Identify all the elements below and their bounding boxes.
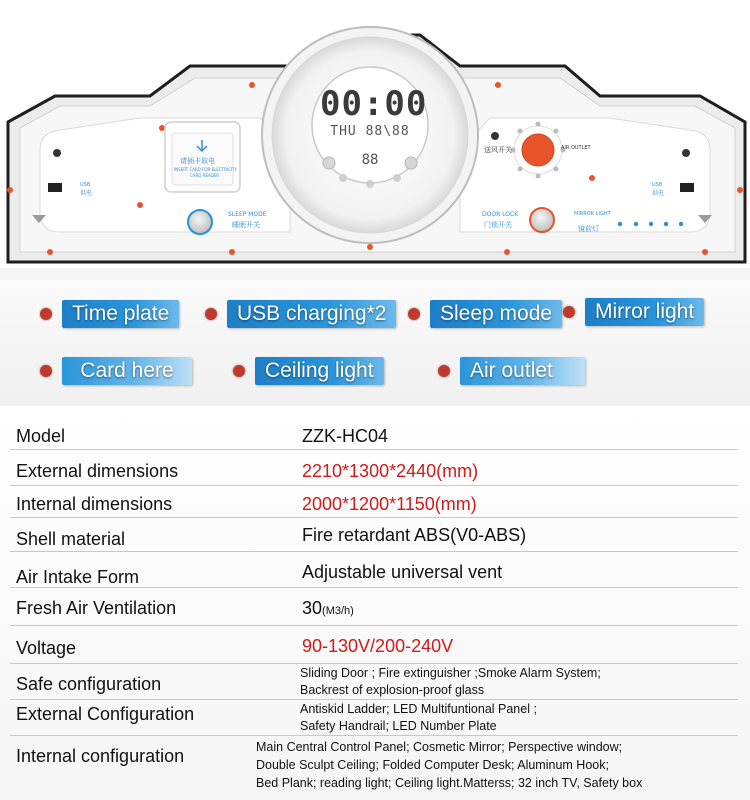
bullet-icon [438, 365, 450, 377]
bullet-icon [408, 308, 420, 320]
spec-label: Fresh Air Ventilation [16, 598, 177, 618]
bullet-icon [205, 308, 217, 320]
sleep-mode-label-cn: 睡眠开关 [232, 221, 260, 229]
clock-time: 00:00 [320, 84, 428, 124]
fan-switch-label: 送风开关 [484, 146, 512, 154]
spec-row-fresh-air [10, 588, 738, 626]
fresh-air-unit: (M3/h) [322, 605, 354, 617]
spec-label: Air Intake Form [16, 567, 140, 587]
spec-label: Shell material [16, 529, 126, 549]
spec-row-external-config [10, 700, 738, 736]
spec-label: Safe configuration [16, 674, 162, 694]
spec-row-internal-dimensions [10, 486, 738, 518]
spec-label: Internal configuration [16, 746, 185, 766]
spec-value: Adjustable universal vent [302, 562, 503, 582]
spec-label: Voltage [16, 638, 77, 658]
spec-value: 2210*1300*2440(mm) [302, 461, 479, 481]
control-panel-illustration [0, 0, 750, 280]
spec-label: External Configuration [16, 704, 195, 724]
spec-value: 90-130V/200-240V [302, 636, 454, 656]
feature-label: USB charging*2 [227, 300, 396, 328]
spec-label: External dimensions [16, 461, 179, 481]
feature-label: Time plate [62, 300, 179, 328]
mirror-light-label-cn: 镜前灯 [578, 225, 599, 233]
feature-tags [0, 280, 750, 406]
air-outlet-label: AIR OUTLET [561, 145, 591, 151]
spec-value-line: Safety Handrail; LED Number Plate [300, 719, 497, 733]
spec-row-model [10, 420, 738, 450]
feature-label: Sleep mode [430, 300, 562, 328]
usb-right-label: USB [652, 182, 663, 188]
spec-row-internal-config [10, 736, 738, 798]
spec-value: Fire retardant ABS(V0-ABS) [302, 525, 527, 545]
feature-item [438, 357, 585, 385]
feature-item [205, 300, 396, 328]
spec-row-voltage [10, 626, 738, 664]
spec-value-line: Double Sculpt Ceiling; Folded Computer Desk; Aluminum Hook; [256, 758, 609, 772]
spec-row-shell-material [10, 518, 738, 552]
feature-item [40, 357, 192, 385]
usb-right-label-cn: 供电 [652, 190, 665, 197]
spec-table [0, 406, 750, 800]
spec-value: 2000*1200*1150(mm) [302, 494, 477, 514]
feature-item [40, 300, 179, 328]
spec-value-line: Main Central Control Panel; Cosmetic Mirror; Perspective window; [256, 740, 623, 754]
spec-value-line: Backrest of explosion-proof glass [300, 683, 485, 697]
feature-label: Mirror light [585, 298, 704, 326]
spec-value: ZZK-HC04 [302, 426, 389, 446]
feature-label: Card here [62, 357, 192, 385]
bullet-icon [40, 365, 52, 377]
feature-item [408, 300, 562, 328]
spec-label: Model [16, 426, 66, 446]
spec-row-safe-config [10, 664, 738, 700]
bullet-icon [233, 365, 245, 377]
usb-left-label: USB [80, 182, 91, 188]
card-sublabel: INSERT CARD FOR ELECTRICITY [174, 167, 237, 172]
bullet-icon [40, 308, 52, 320]
fresh-air-value: 30 [302, 598, 323, 618]
spec-row-air-intake [10, 552, 738, 588]
feature-label: Ceiling light [255, 357, 384, 385]
mirror-light-label: MIRROR LIGHT [574, 211, 611, 217]
spec-row-external-dimensions [10, 450, 738, 486]
sleep-mode-label: SLEEP MODE [228, 211, 267, 218]
feature-item [563, 298, 704, 326]
spec-value [302, 598, 354, 619]
spec-value-line: Sliding Door ; Fire extinguisher ;Smoke Alarm System; [300, 666, 601, 680]
feature-label: Air outlet [460, 357, 585, 385]
bullet-icon [563, 306, 575, 318]
card-label: 请插卡取电 [180, 157, 215, 165]
feature-item [233, 357, 384, 385]
usb-left-label-cn: 供电 [80, 190, 93, 197]
spec-value-line: Bed Plank; reading light; Ceiling light.Matterss; 32 inch TV, Safety box [256, 776, 643, 790]
clock-temperature: 88 [361, 152, 379, 168]
spec-label: Internal dimensions [16, 494, 173, 514]
spec-value-line: Antiskid Ladder; LED Multifuntional Panel ; [300, 702, 537, 716]
panel-body-shape [0, 0, 750, 280]
door-lock-label: DOOR LOCK [482, 211, 519, 218]
card-sublabel-2: CARD READER [190, 173, 220, 178]
clock-date: THU 88\88 [330, 124, 410, 139]
door-lock-label-cn: 门锁开关 [484, 221, 512, 229]
